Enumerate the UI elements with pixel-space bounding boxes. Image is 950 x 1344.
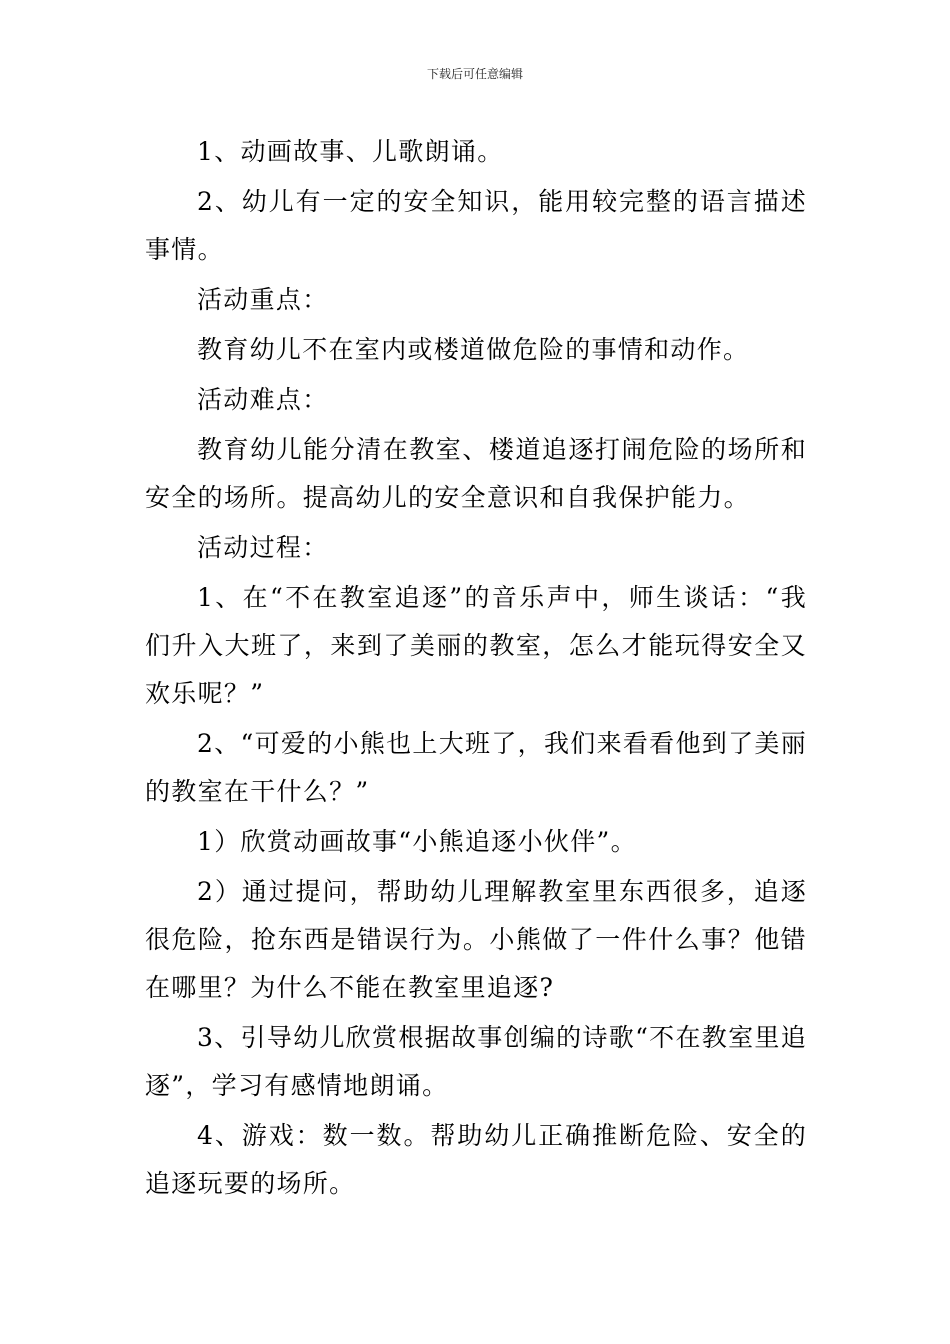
paragraph-process-3: 3、引导幼儿欣赏根据故事创编的诗歌“不在教室里追逐”，学习有感情地朗诵。 [145,1023,807,1100]
paragraph-process-2-2: 2）通过提问，帮助幼儿理解教室里东西很多，追逐很危险，抢东西是错误行为。小熊做了一件什么事？他错在哪里？为什么不能在教室里追逐? [145,877,807,1002]
paragraph-materials-2: 2、幼儿有一定的安全知识，能用较完整的语言描述事情。 [145,187,807,264]
paragraph-key-points: 教育幼儿不在室内或楼道做危险的事情和动作。 [197,335,750,364]
page-header: 下载后可任意编辑 [426,67,523,81]
heading-key-points: 活动重点： [197,285,329,314]
paragraph-process-4: 4、游戏：数一数。帮助幼儿正确推断危险、安全的追逐玩要的场所。 [145,1121,807,1198]
paragraph-process-1: 1、在“不在教室追逐”的音乐声中，师生谈话：“我们升入大班了，来到了美丽的教室，怎么才能玩得安全又欢乐呢？” [145,583,807,708]
paragraph-materials-1: 1、动画故事、儿歌朗诵。 [197,137,504,166]
paragraph-process-2-1: 1）欣赏动画故事“小熊追逐小伙伴”。 [197,827,637,856]
heading-process: 活动过程： [197,533,329,562]
document-body [145,128,807,1210]
paragraph-process-2: 2、“可爱的小熊也上大班了，我们来看看他到了美丽的教室在干什么？” [145,729,807,806]
paragraph-difficulties: 教育幼儿能分清在教室、楼道追逐打闹危险的场所和安全的场所。提高幼儿的安全意识和自我保护能力。 [145,435,807,512]
heading-difficulties: 活动难点： [197,385,329,414]
